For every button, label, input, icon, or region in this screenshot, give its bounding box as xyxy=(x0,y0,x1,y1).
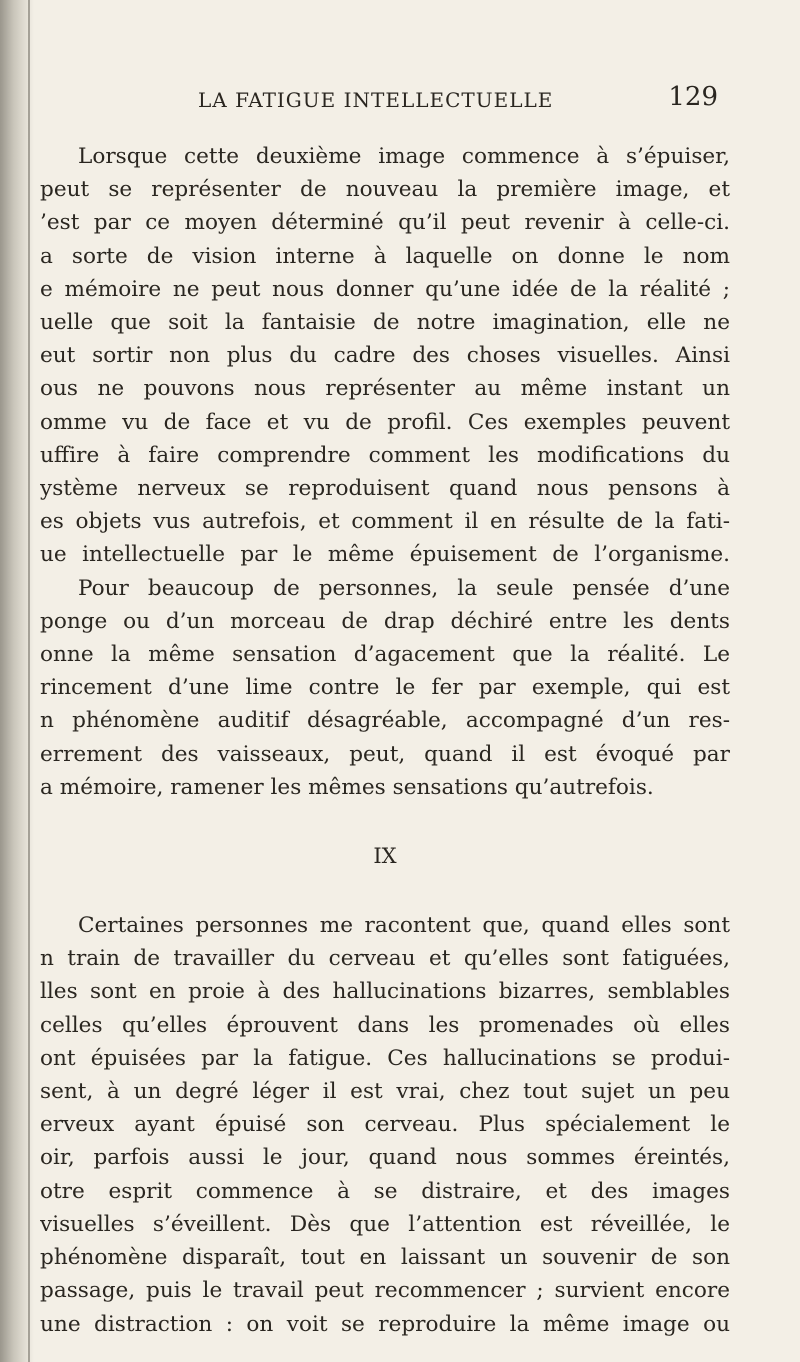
text-line: une distraction : on voit se reproduire la même image ou xyxy=(40,1311,730,1337)
text-line: passage, puis le travail peut recommencer ; survient encore xyxy=(40,1278,730,1304)
page-number: 129 xyxy=(668,82,718,112)
text-line: ous ne pouvons nous représenter au même instant un xyxy=(40,376,730,402)
text-line: celles qu’elles éprouvent dans les promenades où elles xyxy=(40,1012,730,1038)
text-line: n train de travailler du cerveau et qu’elles sont fatiguées, xyxy=(40,946,730,972)
text-line: Pour beaucoup de personnes, la seule pensée d’une xyxy=(78,575,730,601)
text-line: ont épuisées par la fatigue. Ces hallucinations se produi- xyxy=(40,1045,730,1071)
running-head xyxy=(40,70,730,110)
text-line: phénomène disparaît, tout en laissant un souvenir de son xyxy=(40,1245,730,1271)
paragraph-3 xyxy=(40,909,730,1341)
paragraph-2 xyxy=(40,572,730,804)
text-line: e mémoire ne peut nous donner qu’une idée de la réalité ; xyxy=(40,276,730,302)
text-line: visuelles s’éveillent. Dès que l’attention est réveillée, le xyxy=(40,1211,730,1237)
text-line: n phénomène auditif désagréable, accompagné d’un res- xyxy=(40,708,730,734)
text-line: onne la même sensation d’agacement que la réalité. Le xyxy=(40,642,730,668)
gutter-shadow-line xyxy=(28,0,30,1362)
text-line: peut se représenter de nouveau la première image, et xyxy=(40,177,730,203)
text-line: ystème nerveux se reproduisent quand nous pensons à xyxy=(40,476,730,502)
text-line: erveux ayant épuisé son cerveau. Plus spécialement le xyxy=(40,1112,730,1138)
text-line: ue intellectuelle par le même épuisement de l’organisme. xyxy=(40,542,730,568)
text-line: ’est par ce moyen déterminé qu’il peut revenir à celle-ci. xyxy=(40,210,730,236)
text-line: lles sont en proie à des hallucinations bizarres, semblables xyxy=(40,979,730,1005)
running-title: LA FATIGUE INTELLECTUELLE xyxy=(198,88,554,112)
text-line: a mémoire, ramener les mêmes sensations qu’autrefois. xyxy=(40,774,654,800)
text-line: oir, parfois aussi le jour, quand nous sommes éreintés, xyxy=(40,1145,730,1171)
text-line: sent, à un degré léger il est vrai, chez tout sujet un peu xyxy=(40,1079,730,1105)
book-page xyxy=(40,70,730,1341)
text-line: errement des vaisseaux, peut, quand il est évoqué par xyxy=(40,741,730,767)
text-line: a sorte de vision interne à laquelle on donne le nom xyxy=(40,243,730,269)
text-line: rincement d’une lime contre le fer par exemple, qui est xyxy=(40,675,730,701)
body-text xyxy=(40,140,730,1341)
text-line: uelle que soit la fantaisie de notre imagination, elle ne xyxy=(40,310,730,336)
text-line: omme vu de face et vu de profil. Ces exemples peuvent xyxy=(40,409,730,435)
text-line: uffire à faire comprendre comment les modifications du xyxy=(40,442,730,468)
section-heading: IX xyxy=(373,844,397,869)
text-line: otre esprit commence à se distraire, et des images xyxy=(40,1178,730,1204)
text-line: Certaines personnes me racontent que, quand elles sont xyxy=(78,913,730,939)
paragraph-1 xyxy=(40,140,730,572)
text-line: eut sortir non plus du cadre des choses visuelles. Ainsi xyxy=(40,343,730,369)
text-line: ponge ou d’un morceau de drap déchiré entre les dents xyxy=(40,608,730,634)
text-line: Lorsque cette deuxième image commence à s’épuiser, xyxy=(78,144,730,169)
text-line: es objets vus autrefois, et comment il en résulte de la fati- xyxy=(40,509,730,535)
